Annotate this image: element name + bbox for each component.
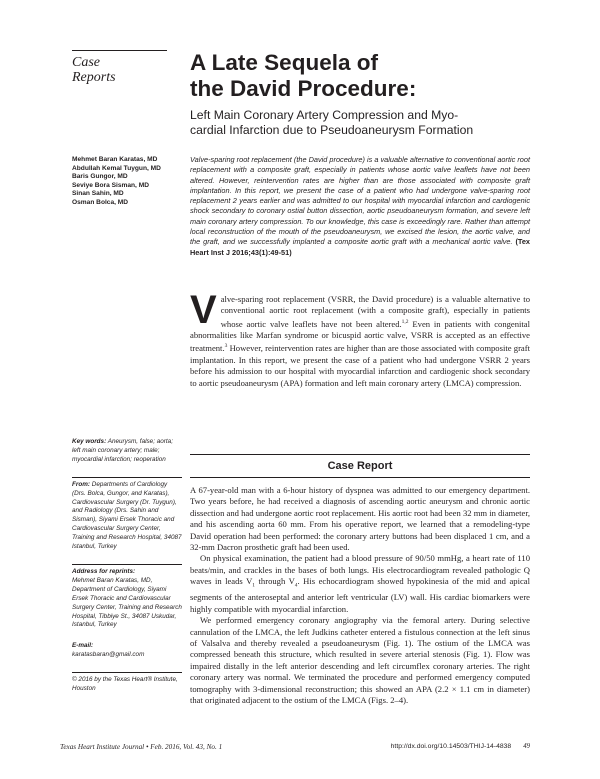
author-name: Seviye Bora Sisman, MD: [72, 181, 149, 189]
doi-link[interactable]: http://dx.doi.org/10.14503/THIJ-14-4838: [390, 743, 512, 750]
journal-info: Texas Heart Institute Journal • Feb. 2016, Vol. 43, No. 1: [60, 743, 223, 751]
affiliation-block: [72, 481, 182, 552]
subtitle-line-2: cardial Infarction due to Pseudoaneurysm Formation: [190, 123, 474, 137]
affiliation-label: From:: [72, 480, 90, 488]
footer-right: [391, 743, 530, 751]
body-text: through V: [255, 576, 295, 587]
section-rule: [72, 50, 167, 51]
case-report-body: [190, 485, 530, 706]
keywords-block: [72, 438, 182, 465]
drop-cap: V: [190, 288, 217, 332]
intro-paragraph: [190, 288, 531, 389]
author-name: Abdullah Kemal Tuygun, MD: [72, 164, 161, 172]
email-label: E-mail:: [72, 642, 94, 650]
section-line-1: Case: [72, 55, 100, 70]
sidebar-divider: [72, 477, 182, 478]
section-label: [72, 50, 167, 85]
keywords-text: Aneurysm, false; aorta; left main coronary artery; male; myocardial infarction; reoperation: [72, 438, 173, 463]
subtitle-line-1: Left Main Coronary Artery Compression and Myo-: [190, 108, 459, 122]
section-line-2: Reports: [72, 70, 116, 85]
email-address[interactable]: karatasbaran@gmail.com: [72, 651, 145, 659]
body-paragraph: We performed emergency coronary angiography via the femoral artery. During selective cannulation of the LMCA, the left Judkins catheter entered a fistulous connection at the left sinus of Valsalva and thereby revealed a pseudoaneurysm (Fig. 1). The ostium of the LMCA was compressed beneath this structure, which resulted in severe arterial stenosis (Fig. 1). Flow was impaired distally in the left anterior descending and left circumflex coronary arteries. The right coronary artery was normal. We terminated the procedure and performed emergency computed tomography with 3-dimensional reconstruction; this showed an APA (2.2 × 1.1 cm in diameter) that originated adjacent to the ostium of the LMCA (Figs. 2–4).: [190, 615, 530, 706]
reprints-block: [72, 568, 182, 630]
intro-text-3: However, reintervention rates are higher than are those associated with composite graft implantation. In this report, we present the case of a patient who had undergone VSRR 2 years before his admission to our hospital with myocardial infarction and cardiogenic shock secondary to aortic pseudoaneurysm (APA) formation and left main coronary artery (LMCA) compression.: [190, 343, 530, 388]
reprints-address: Mehmet Baran Karatas, MD, Department of Cardiology, Siyami Ersek Thoracic and Cardiovascular Surgery Center, Training and Research Hospital, Tibbiye St., 34087 Uskudar, Istanbul, Turkey: [72, 576, 182, 629]
abstract: [190, 155, 530, 258]
email-block: [72, 642, 182, 660]
intro-text-2: Even in patients with congenital abnormalities like Marfan syndrome or bicuspid aortic valve, VSRR is accepted as an effective treatment.: [190, 318, 531, 354]
lead-subscript: 4: [294, 582, 298, 589]
reference-marker: 3: [224, 343, 228, 350]
reprints-label: Address for reprints:: [72, 567, 136, 575]
abstract-citation: (Tex Heart Inst J 2016;43(1):49-51): [190, 237, 530, 257]
body-text: On physical examination, the patient had a blood pressure of 90/50 mmHg, a heart rate of 110 beats/min, and crackles in the bases of both lungs. His electrocardiogram revealed pathologic Q waves in leads V: [190, 553, 530, 587]
article-title: [190, 50, 520, 102]
intro-text-1: alve-sparing root replacement (VSRR, the David procedure) is a valuable alternative to conventional aortic root replacement (with a composite graft), especially in patients whose aortic valve leaflets have not been altered.: [220, 294, 530, 329]
title-line-2: the David Procedure:: [190, 76, 417, 101]
page-number: 49: [523, 743, 530, 750]
author-name: Baris Gungor, MD: [72, 173, 128, 181]
sidebar: [72, 438, 182, 694]
case-report-heading-text: Case Report: [327, 460, 393, 472]
author-name: Mehmet Baran Karatas, MD: [72, 156, 158, 163]
reference-marker: 1,2: [401, 318, 409, 325]
body-text: . His echocardiogram showed hypokinesia of the mid and apical segments of the anteroseptal and anterior left ventricular (LV) wall. His cardiac biomarkers were highly compatible with myocardial infarction.: [190, 576, 530, 614]
title-line-1: A Late Sequela of: [190, 50, 378, 75]
author-name: Osman Bolca, MD: [72, 198, 129, 206]
article-subtitle: [190, 108, 520, 138]
abstract-text: Valve-sparing root replacement (the David procedure) is a valuable alternative to conventional aortic root replacement with a composite graft, especially in patients whose aortic valve leaflets have not been altered. However, reintervention rates are higher than are those associated with composite graft implantation. In this report, we present the case of a patient who had undergone valve-sparing root replacement 2 years earlier and was admitted to our hospital with myocardial infarction and cardiogenic shock secondary to coronary ostial button dissection, aortic pseudoaneurysm formation, and severe left main coronary artery compression. To our knowledge, this case is exceedingly rare. Rather than attempt local reconstruction of the mouth of the pseudoaneurysm, we excised the lesion, the aortic valve, and the graft, and we successfully implanted a composite aortic graft with a mechanical aortic valve.: [190, 155, 530, 247]
author-list: [72, 156, 190, 208]
case-report-heading: [190, 454, 530, 478]
sidebar-divider: [72, 564, 182, 565]
sidebar-divider: [72, 672, 182, 673]
copyright: © 2016 by the Texas Heart® Institute, Houston: [72, 676, 178, 693]
body-paragraph: A 67-year-old man with a 6-hour history of dyspnea was admitted to our emergency department. Two years before, he had received a diagnosis of ascending aortic aneurysm and chronic aortic dissection and had undergone aortic root replacement. His aortic root had been 32 mm in diameter, and his ascending aorta 60 mm. From his operative report, we learned that a remodeling-type David operation had been performed: the coronary artery buttons had been displaced 1 cm, and a 32-mm Dacron prosthetic graft had been used.: [190, 485, 530, 553]
keywords-label: Key words:: [72, 438, 107, 445]
affiliation-text: Departments of Cardiology (Drs. Bolca, Gungor, and Karatas), Cardiovascular Surgery (Dr. Tuygun), and Radiology (Drs. Sahin and Sisman), Siyami Ersek Thoracic and Cardiovascular Surgery Center, Training and Research Hospital, 34087 Istanbul, Turkey: [72, 480, 182, 551]
lead-subscript: 1: [252, 582, 256, 589]
author-name: Sinan Sahin, MD: [72, 190, 124, 198]
page-footer: [60, 743, 530, 751]
body-paragraph: [190, 553, 530, 615]
